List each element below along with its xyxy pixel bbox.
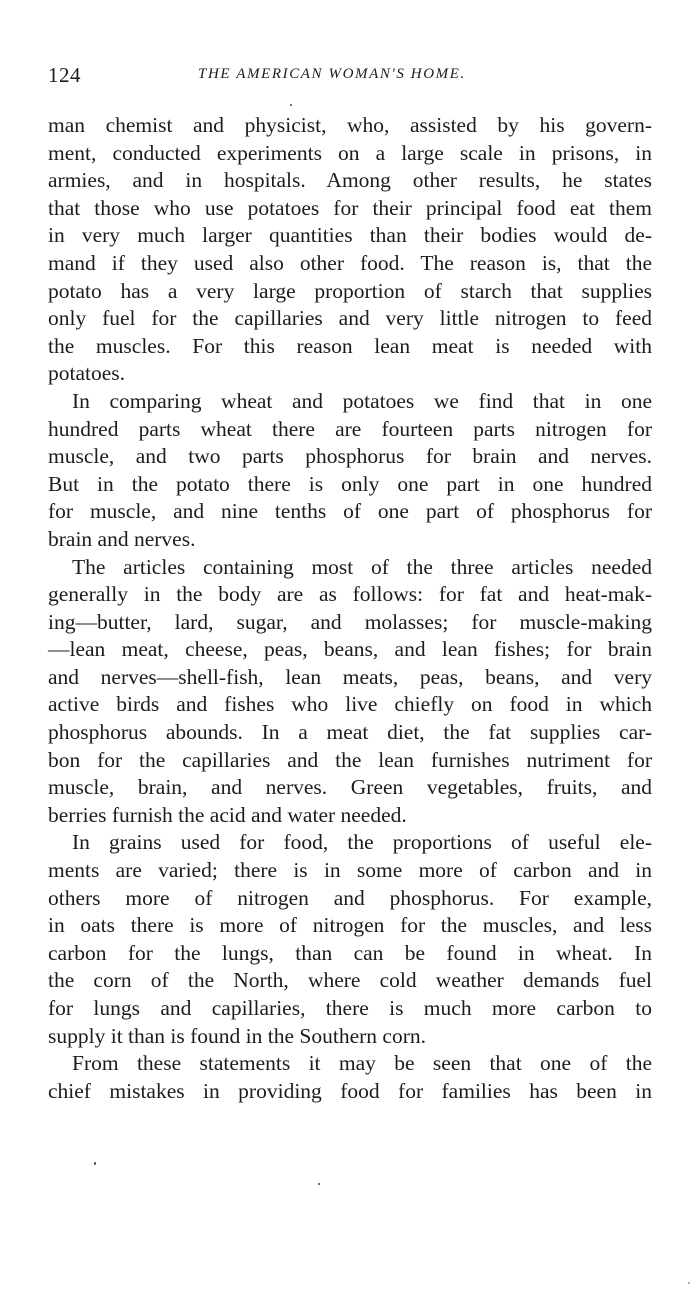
text-line: bon for the capillaries and the lean furnishes nutriment for	[48, 747, 652, 772]
ink-speck	[318, 1183, 320, 1185]
text-line: for lungs and capillaries, there is much more carbon to	[48, 996, 652, 1020]
text-line: The articles containing most of the three articles needed	[72, 554, 652, 579]
text-line: and nerves—shell-fish, lean meats, peas, beans, and very	[48, 664, 652, 689]
text-line: generally in the body are as follows: for fat and heat-mak-	[48, 582, 652, 607]
running-title: THE AMERICAN WOMAN'S HOME.	[198, 66, 466, 82]
text-line: From these statements it may be seen that one of the	[72, 1051, 652, 1076]
text-line: muscle, brain, and nerves. Green vegetables, fruits, and	[48, 775, 652, 800]
text-line: berries furnish the acid and water needed.	[48, 802, 407, 827]
text-line: ing—butter, lard, sugar, and molasses; for muscle-making	[48, 609, 652, 634]
text-line: —lean meat, cheese, peas, beans, and lean fishes; for brain	[48, 637, 652, 662]
text-line: potatoes.	[48, 361, 126, 386]
text-line: for muscle, and nine tenths of one part of phosphorus for	[48, 499, 652, 524]
text-line: In comparing wheat and potatoes we find that in one	[72, 388, 652, 413]
text-line: the muscles. For this reason lean meat is needed with	[48, 333, 652, 358]
text-line: mand if they used also other food. The reason is, that the	[48, 250, 652, 275]
text-line: muscle, and two parts phosphorus for brain and nerves.	[48, 444, 652, 469]
text-line: active birds and fishes who live chiefly on food in which	[48, 692, 652, 717]
text-line: in oats there is more of nitrogen for the muscles, and less	[48, 913, 652, 938]
text-line: the corn of the North, where cold weather demands fuel	[48, 968, 652, 993]
text-line: hundred parts wheat there are fourteen parts nitrogen for	[48, 416, 652, 441]
text-line: others more of nitrogen and phosphorus. For example,	[48, 885, 652, 910]
text-line: armies, and in hospitals. Among other results, he states	[48, 168, 652, 193]
text-line: brain and nerves.	[48, 526, 196, 551]
text-line: carbon for the lungs, than can be found in wheat. In	[48, 940, 652, 965]
text-line: ments are varied; there is in some more of carbon and in	[48, 858, 652, 883]
text-line: man chemist and physicist, who, assisted by his govern-	[48, 113, 652, 137]
text-line: potato has a very large proportion of starch that supplies	[48, 278, 652, 303]
running-head	[48, 63, 652, 89]
text-line: phosphorus abounds. In a meat diet, the fat supplies car-	[48, 720, 652, 745]
text-line: In grains used for food, the proportions of useful ele-	[72, 830, 652, 855]
text-line: But in the potato there is only one part in one hundred	[48, 471, 652, 496]
text-line: supply it than is found in the Southern corn.	[48, 1023, 427, 1048]
body-text	[48, 112, 652, 1105]
page-number: 124	[48, 63, 81, 87]
text-line: that those who use potatoes for their principal food eat them	[48, 195, 652, 220]
text-line: chief mistakes in providing food for families has been in	[48, 1078, 652, 1103]
ink-speck	[688, 1282, 690, 1284]
text-line: in very much larger quantities than their bodies would de-	[48, 223, 652, 248]
text-line: only fuel for the capillaries and very little nitrogen to feed	[48, 306, 652, 331]
ink-speck	[290, 104, 292, 106]
text-line: ment, conducted experiments on a large scale in prisons, in	[48, 140, 652, 165]
ink-speck	[94, 1162, 96, 1165]
